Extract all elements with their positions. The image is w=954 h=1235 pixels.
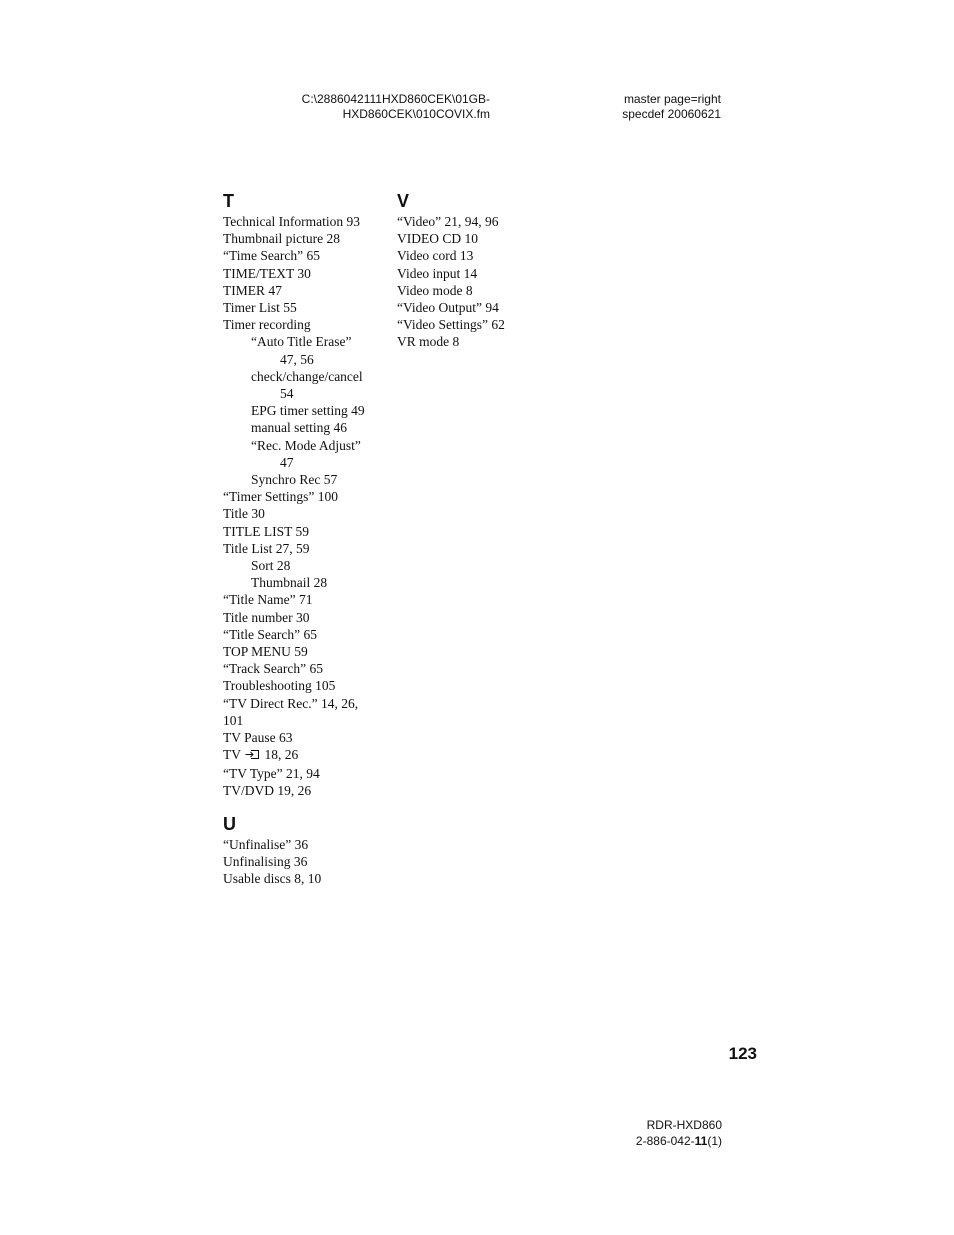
index-entry: TIMER 47	[223, 282, 282, 298]
model-number: RDR-HXD860	[646, 1118, 722, 1132]
file-path-line-2: HXD860CEK\010COVIX.fm	[342, 107, 490, 121]
index-entry: Unfinalising 36	[223, 854, 308, 870]
index-entry: Technical Information 93	[223, 214, 361, 229]
index-subentry-pages: 47	[280, 454, 294, 470]
index-subentry: Synchro Rec 57	[251, 472, 338, 488]
document-code	[560, 1133, 722, 1149]
index-subentry: check/change/cancel	[251, 368, 363, 384]
index-entry: Title 30	[223, 506, 265, 522]
index-entry-continued: 101	[223, 712, 244, 728]
index-entry: Video mode 8	[397, 282, 473, 298]
index-entry: “Title Name” 71	[223, 592, 313, 608]
index-letter-v: V	[397, 191, 410, 211]
page-number: 123	[728, 1044, 757, 1063]
index-subentry: Sort 28	[251, 558, 291, 574]
index-entry: Title number 30	[223, 609, 310, 625]
index-entry: Thumbnail picture 28	[223, 231, 340, 247]
index-entry: Video input 14	[397, 265, 478, 281]
index-entry: “Video” 21, 94, 96	[397, 214, 499, 229]
index-entry: “Video Output” 94	[397, 300, 499, 316]
tv-input-pages: 18, 26	[264, 747, 299, 763]
index-entry: “TV Type” 21, 94	[223, 765, 320, 781]
index-entry: “TV Direct Rec.” 14, 26,	[223, 695, 359, 711]
index-entry: “Track Search” 65	[223, 661, 323, 677]
master-page-label: master page=right	[623, 92, 721, 106]
file-path-header	[260, 92, 490, 122]
index-entry: “Video Settings” 62	[397, 317, 505, 333]
index-subentry: manual setting 46	[251, 420, 347, 436]
index-subentry-pages: 54	[280, 386, 294, 402]
index-letter-t: T	[223, 191, 234, 211]
footer	[560, 1117, 722, 1149]
document-code-suffix: (1)	[707, 1134, 722, 1148]
index-entry: VIDEO CD 10	[397, 231, 478, 247]
index-column-right	[397, 190, 557, 351]
document-code-prefix: 2-886-042-	[635, 1134, 695, 1148]
index-entry: “Timer Settings” 100	[223, 489, 339, 505]
index-column-left	[223, 190, 383, 888]
index-subentry: EPG timer setting 49	[251, 403, 365, 419]
index-subentry: “Auto Title Erase”	[251, 334, 352, 350]
index-entry: Usable discs 8, 10	[223, 871, 322, 887]
file-path-line-1: C:\2886042111HXD860CEK\01GB-	[301, 92, 490, 106]
master-page-header	[560, 92, 721, 122]
index-letter-u: U	[223, 813, 236, 834]
index-entry: VR mode 8	[397, 334, 460, 350]
index-entry: TITLE LIST 59	[223, 523, 309, 539]
index-entry: “Title Search” 65	[223, 626, 317, 642]
index-entry: TIME/TEXT 30	[223, 265, 311, 281]
index-entry: Video cord 13	[397, 248, 474, 264]
input-select-icon	[245, 747, 260, 764]
tv-label: TV	[223, 747, 241, 763]
index-entry: TV Pause 63	[223, 730, 293, 746]
index-entry: TOP MENU 59	[223, 644, 308, 660]
index-entry-tv-input	[223, 746, 383, 764]
specdef-label: specdef 20060621	[622, 107, 721, 121]
index-entry: Troubleshooting 105	[223, 678, 336, 694]
index-entry: Timer List 55	[223, 300, 297, 316]
index-entry: Title List 27, 59	[223, 540, 310, 556]
index-subentry-pages: 47, 56	[280, 351, 314, 367]
index-entry: “Time Search” 65	[223, 248, 320, 264]
index-entry: “Unfinalise” 36	[223, 836, 309, 852]
index-subentry: Thumbnail 28	[251, 575, 328, 591]
index-subentry: “Rec. Mode Adjust”	[251, 437, 361, 453]
index-entry: TV/DVD 19, 26	[223, 782, 312, 798]
index-entry: Timer recording	[223, 317, 311, 333]
document-code-bold: 11	[694, 1134, 708, 1148]
